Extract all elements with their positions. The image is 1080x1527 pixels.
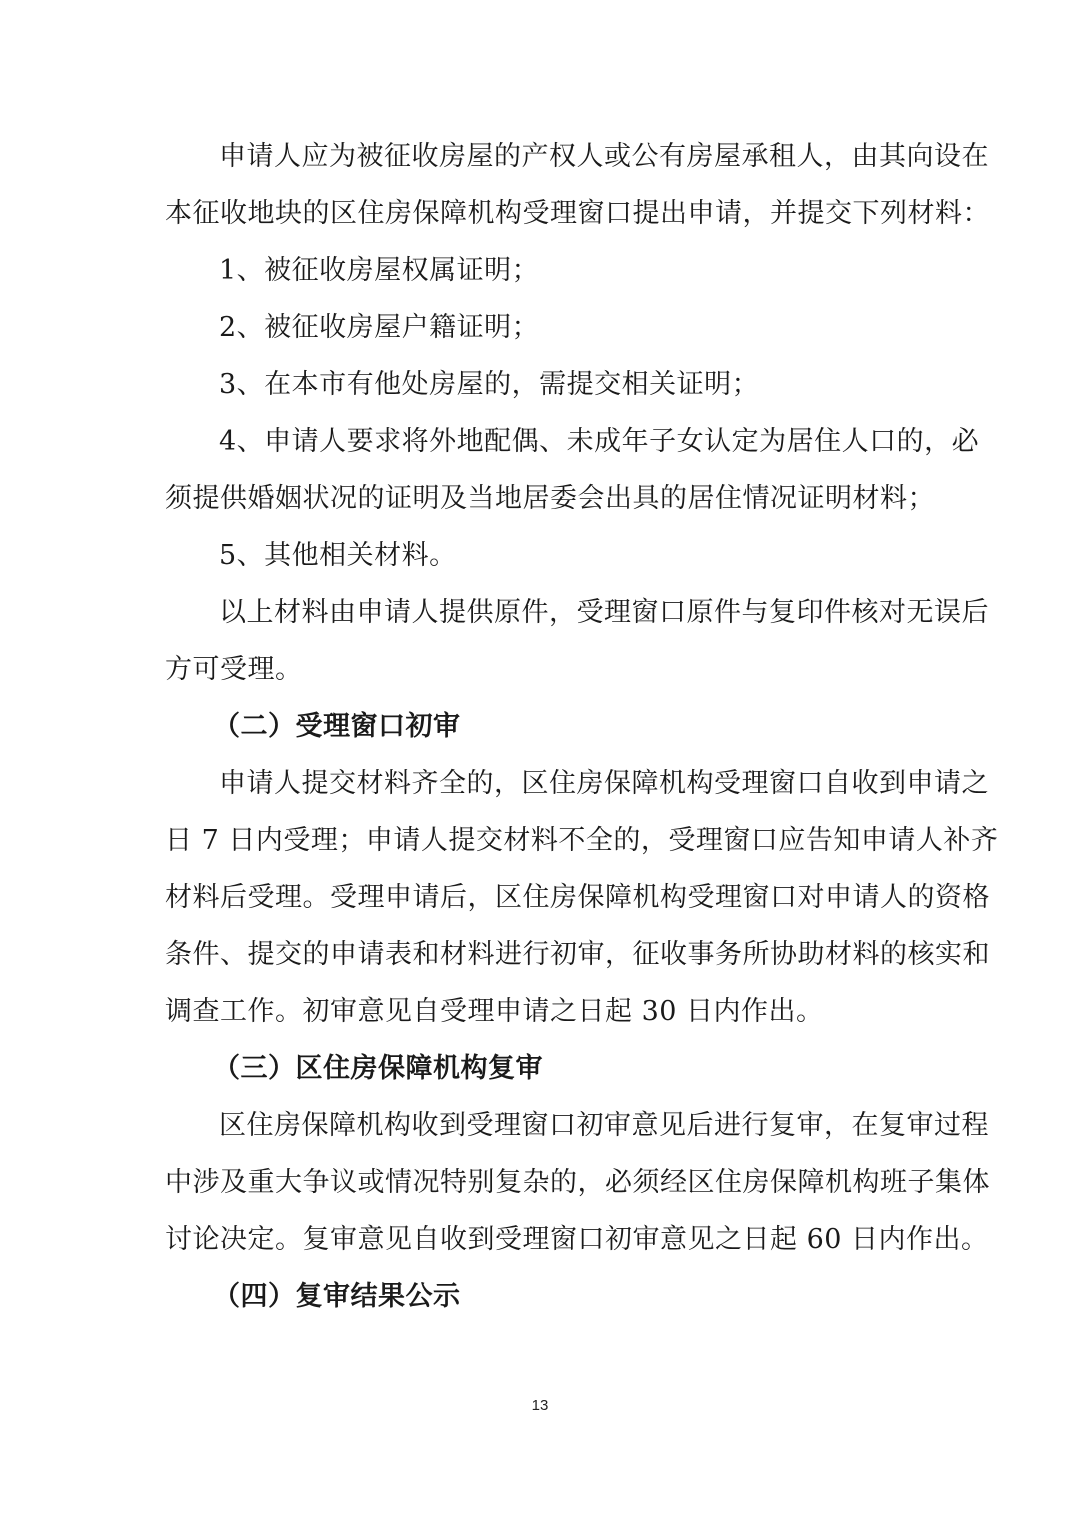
paragraph [165, 356, 917, 413]
paragraph [165, 128, 990, 242]
paragraph [165, 527, 917, 584]
text-line: 条件、提交的申请表和材料进行初审，征收事务所协助材料的核实和 [165, 939, 990, 970]
section-heading [165, 1040, 917, 1097]
paragraph [165, 413, 980, 527]
text-line: 须提供婚姻状况的证明及当地居委会出具的居住情况证明材料； [165, 483, 935, 514]
text-line: 4、申请人要求将外地配偶、未成年子女认定为居住人口的，必 [219, 426, 980, 457]
paragraph [165, 755, 999, 1040]
section-heading [165, 1268, 917, 1325]
paragraph [165, 584, 989, 698]
text-line: 材料后受理。受理申请后，区住房保障机构受理窗口对申请人的资格 [165, 882, 990, 913]
text-line: 申请人应为被征收房屋的产权人或公有房屋承租人，由其向设在 [219, 141, 989, 172]
text-line: 本征收地块的区住房保障机构受理窗口提出申请，并提交下列材料： [165, 198, 990, 229]
text-line: 申请人提交材料齐全的，区住房保障机构受理窗口自收到申请之 [219, 768, 989, 799]
document-body [165, 128, 999, 1325]
text-line: 3、在本市有他处房屋的，需提交相关证明； [219, 369, 760, 400]
text-line: 以上材料由申请人提供原件，受理窗口原件与复印件核对无误后 [219, 597, 989, 628]
text-line: 区住房保障机构收到受理窗口初审意见后进行复审，在复审过程 [219, 1110, 989, 1141]
text-line: 日 7 日内受理；申请人提交材料不全的，受理窗口应告知申请人补齐 [165, 825, 999, 856]
text-line: 讨论决定。复审意见自收到受理窗口初审意见之日起 60 日内作出。 [165, 1224, 989, 1255]
text-line: 中涉及重大争议或情况特别复杂的，必须经区住房保障机构班子集体 [165, 1167, 990, 1198]
paragraph [165, 299, 917, 356]
text-line: 1、被征收房屋权属证明； [219, 255, 540, 286]
heading-text: （三）区住房保障机构复审 [213, 1053, 543, 1084]
text-line: 方可受理。 [165, 654, 303, 685]
section-heading [165, 698, 917, 755]
paragraph [165, 242, 917, 299]
heading-text: （二）受理窗口初审 [213, 711, 461, 742]
heading-text: （四）复审结果公示 [213, 1281, 461, 1312]
text-line: 调查工作。初审意见自受理申请之日起 30 日内作出。 [165, 996, 824, 1027]
text-line: 5、其他相关材料。 [219, 540, 457, 571]
page-number: 13 [531, 1397, 549, 1414]
paragraph [165, 1097, 990, 1268]
text-line: 2、被征收房屋户籍证明； [219, 312, 540, 343]
